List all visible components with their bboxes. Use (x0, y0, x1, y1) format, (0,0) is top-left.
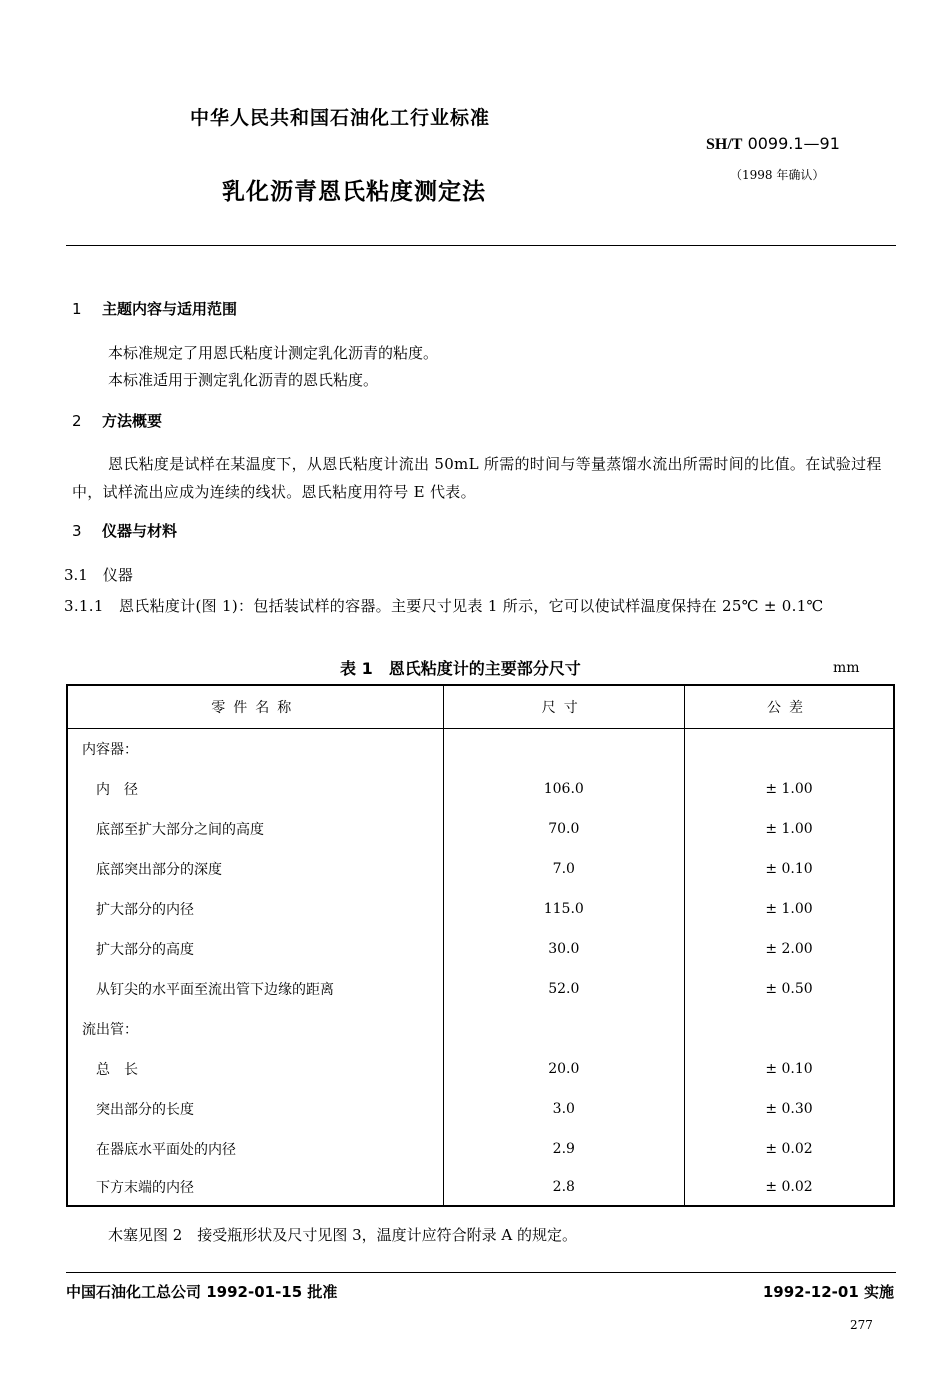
section-1-heading (72, 298, 237, 319)
standard-code-number: 0099.1—91 (747, 134, 840, 153)
header-divider (66, 245, 896, 246)
tolerance-cell: ± 1.00 (685, 769, 895, 809)
column-header-part-name: 零件名称 (67, 685, 443, 729)
part-name-cell: 底部突出部分的深度 (96, 862, 222, 878)
part-name-cell: 内容器： (82, 742, 138, 758)
section-3-number: 3 (72, 522, 82, 540)
size-cell (443, 1009, 684, 1049)
footer-divider (66, 1272, 896, 1273)
section-2-title: 方法概要 (102, 412, 163, 430)
table-row (67, 889, 894, 929)
part-name-cell: 在器底水平面处的内径 (96, 1142, 236, 1158)
table-row (67, 1009, 894, 1049)
section-2-paragraph: 恩氏粘度是试样在某温度下，从恩氏粘度计流出 50mL 所需的时间与等量蒸馏水流出所需时间的比值。在试验过程中，试样流出应成为连续的线状。恩氏粘度用符号 E 代表。 (72, 455, 882, 501)
tolerance-cell: ± 1.00 (685, 809, 895, 849)
tolerance-cell (685, 729, 895, 770)
table-unit: mm (833, 660, 860, 676)
size-cell: 7.0 (443, 849, 684, 889)
size-cell: 115.0 (443, 889, 684, 929)
size-cell: 52.0 (443, 969, 684, 1009)
table-row (67, 1129, 894, 1169)
size-cell: 106.0 (443, 769, 684, 809)
part-name-cell: 扩大部分的内径 (96, 902, 194, 918)
tolerance-cell: ± 0.50 (685, 969, 895, 1009)
size-cell: 30.0 (443, 929, 684, 969)
dimensions-table (66, 684, 895, 1207)
table-caption: 表 1 恩氏粘度计的主要部分尺寸 (340, 659, 581, 678)
section-3-heading (72, 520, 177, 541)
part-name-cell: 从钉尖的水平面至流出管下边缘的距离 (96, 982, 334, 998)
part-name-cell: 内 径 (96, 782, 138, 798)
tolerance-cell: ± 0.30 (685, 1089, 895, 1129)
part-name-cell: 流出管： (82, 1022, 138, 1038)
column-header-tolerance: 公差 (685, 685, 895, 729)
size-cell: 70.0 (443, 809, 684, 849)
table-row (67, 1089, 894, 1129)
table-row (67, 1049, 894, 1089)
part-name-cell: 底部至扩大部分之间的高度 (96, 822, 264, 838)
tolerance-cell: ± 0.10 (685, 849, 895, 889)
table-row (67, 769, 894, 809)
document-title: 乳化沥青恩氏粘度测定法 (222, 179, 486, 205)
table-row (67, 929, 894, 969)
table-row (67, 1169, 894, 1206)
page-number: 277 (850, 1318, 873, 1332)
part-name-cell: 总 长 (96, 1062, 138, 1078)
section-1-title: 主题内容与适用范围 (102, 300, 238, 318)
section-1-paragraph-2: 本标准适用于测定乳化沥青的恩氏粘度。 (108, 371, 379, 389)
tolerance-cell: ± 0.02 (685, 1169, 895, 1206)
tolerance-cell: ± 1.00 (685, 889, 895, 929)
standard-code-prefix: SH/T (706, 136, 743, 153)
part-name-cell: 下方末端的内径 (96, 1180, 194, 1196)
tolerance-cell: ± 0.02 (685, 1129, 895, 1169)
standard-code (706, 134, 840, 154)
section-3-title: 仪器与材料 (102, 522, 178, 540)
standard-organization: 中华人民共和国石油化工行业标准 (190, 107, 491, 129)
size-cell: 2.8 (443, 1169, 684, 1206)
size-cell: 3.0 (443, 1089, 684, 1129)
confirmation-note: （1998 年确认） (730, 168, 825, 182)
tolerance-cell (685, 1009, 895, 1049)
size-cell: 20.0 (443, 1049, 684, 1089)
section-1-number: 1 (72, 300, 82, 318)
tolerance-cell: ± 2.00 (685, 929, 895, 969)
size-cell: 2.9 (443, 1129, 684, 1169)
section-1-paragraph-1: 本标准规定了用恩氏粘度计测定乳化沥青的粘度。 (108, 344, 439, 362)
part-name-cell: 突出部分的长度 (96, 1102, 194, 1118)
subsection-3-1-1-paragraph: 3.1.1 恩氏粘度计(图 1)：包括装试样的容器。主要尺寸见表 1 所示，它可以使试样温度保持在 25℃ ± 0.1℃ (64, 597, 824, 615)
section-2-number: 2 (72, 412, 82, 430)
table-row (67, 849, 894, 889)
part-name-cell: 扩大部分的高度 (96, 942, 194, 958)
post-table-note: 木塞见图 2 接受瓶形状及尺寸见图 3，温度计应符合附录 A 的规定。 (108, 1226, 577, 1244)
table-header-row (67, 685, 894, 729)
column-header-size: 尺寸 (443, 685, 684, 729)
implementation-note: 1992-12-01 实施 (762, 1283, 894, 1301)
table-row (67, 969, 894, 1009)
section-2-heading (72, 410, 162, 431)
subsection-3-1-heading: 3.1 仪器 (64, 566, 133, 584)
tolerance-cell: ± 0.10 (685, 1049, 895, 1089)
table-row (67, 809, 894, 849)
approval-note: 中国石油化工总公司 1992-01-15 批准 (66, 1283, 338, 1301)
table-row (67, 729, 894, 770)
size-cell (443, 729, 684, 770)
